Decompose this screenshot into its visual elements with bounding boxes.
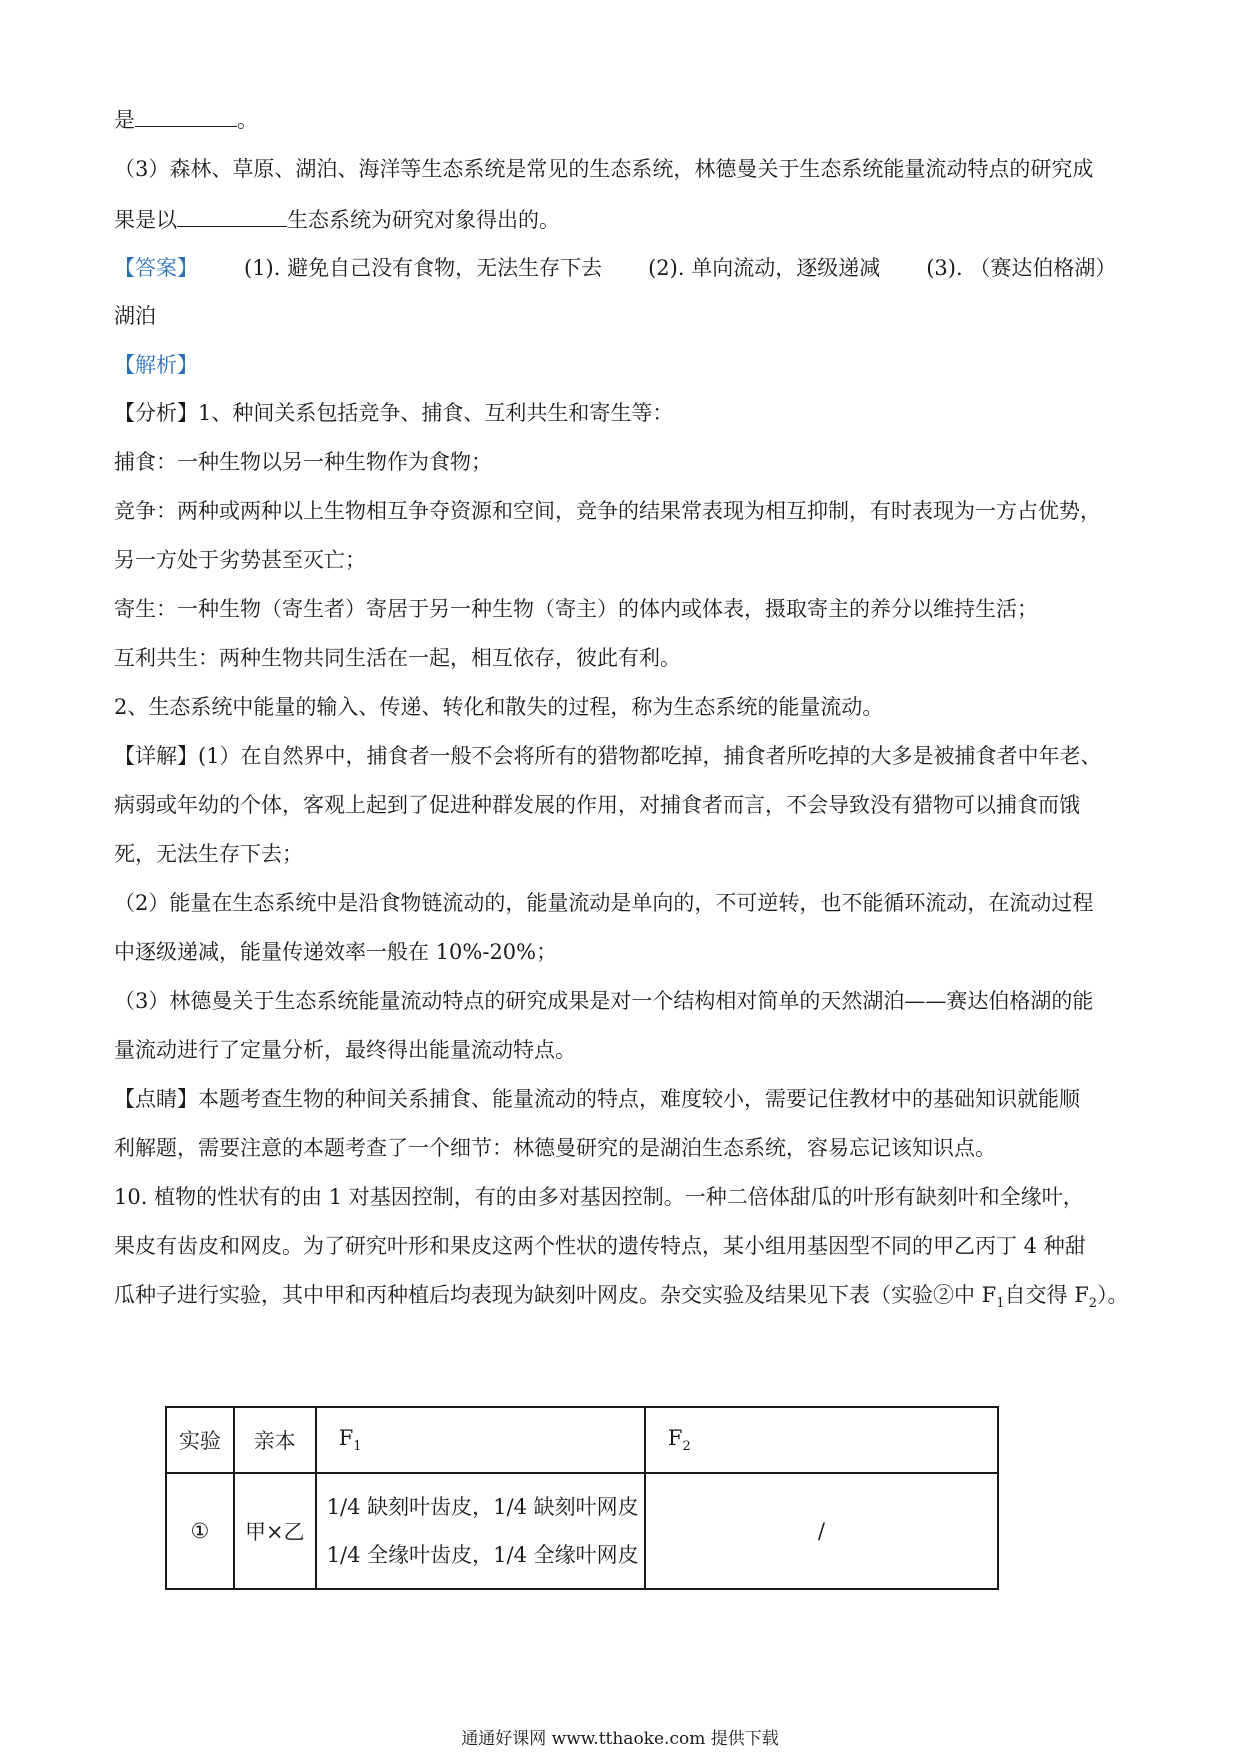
comment-paragraph: 【点睛】本题考查生物的种间关系捕食、能量流动的特点，难度较小，需要记住教材中的基础知识就能顺 bbox=[114, 1087, 1080, 1111]
answer-continuation: 湖泊 bbox=[114, 304, 156, 328]
detail-paragraph: 死，无法生存下去； bbox=[114, 842, 303, 866]
text-fragment: 瓜种子进行实验，其中甲和丙种植后均表现为缺刻叶网皮。杂交实验及结果见下表（实验②中 F bbox=[114, 1283, 997, 1307]
text-fragment: 。 bbox=[237, 108, 258, 132]
answer-label: 【答案】 bbox=[114, 256, 198, 280]
subscript: 1 bbox=[996, 1296, 1005, 1312]
subscript: 2 bbox=[682, 1439, 691, 1455]
detail-paragraph: （3）林德曼关于生态系统能量流动特点的研究成果是对一个结构相对简单的天然湖泊——赛达伯格湖的能 bbox=[114, 989, 1094, 1013]
analysis-paragraph: 2、生态系统中能量的输入、传递、转化和散失的过程，称为生态系统的能量流动。 bbox=[114, 695, 884, 719]
question-10-line: 10. 植物的性状有的由 1 对基因控制，有的由多对基因控制。一种二倍体甜瓜的叶形有缺刻叶和全缘叶， bbox=[114, 1185, 1084, 1209]
detail-paragraph: 病弱或年幼的个体，客观上起到了促进种群发展的作用，对捕食者而言，不会导致没有猎物可以捕食而饿 bbox=[114, 793, 1080, 817]
header-f2 bbox=[645, 1407, 998, 1473]
analysis-paragraph: 竞争：两种或两种以上生物相互争夺资源和空间，竞争的结果常表现为相互抑制，有时表现为一方占优势， bbox=[114, 499, 1101, 523]
answer-item: (2). 单向流动，逐级递减 bbox=[648, 256, 881, 280]
table-header-row bbox=[166, 1407, 998, 1473]
question-line: （3）森林、草原、湖泊、海洋等生态系统是常见的生态系统，林德曼关于生态系统能量流动特点的研究成 bbox=[114, 157, 1094, 181]
experiment-table bbox=[165, 1406, 999, 1590]
header-f1 bbox=[316, 1407, 645, 1473]
answer-blank bbox=[135, 104, 237, 127]
analysis-paragraph: 互利共生：两种生物共同生活在一起，相互依存，彼此有利。 bbox=[114, 646, 681, 670]
question-10-line bbox=[114, 1280, 1129, 1319]
header-f2-text: F bbox=[667, 1425, 683, 1450]
f1-result-line: 1/4 全缘叶齿皮，1/4 全缘叶网皮 bbox=[326, 1543, 639, 1567]
detail-paragraph: 【详解】(1）在自然界中，捕食者一般不会将所有的猎物都吃掉，捕食者所吃掉的大多是被捕食者中年老、 bbox=[114, 744, 1102, 768]
analysis-paragraph: 【分析】1、种间关系包括竞争、捕食、互利共生和寄生等： bbox=[114, 401, 674, 425]
question-line bbox=[114, 104, 258, 135]
comment-paragraph: 利解题，需要注意的本题考查了一个细节：林德曼研究的是湖泊生态系统，容易忘记该知识点。 bbox=[114, 1136, 996, 1160]
cell-parents: 甲×乙 bbox=[234, 1473, 316, 1589]
analysis-paragraph: 捕食：一种生物以另一种生物作为食物； bbox=[114, 450, 492, 474]
analysis-paragraph: 寄生：一种生物（寄生者）寄居于另一种生物（寄主）的体内或体表，摄取寄主的养分以维持生活； bbox=[114, 597, 1038, 621]
text-fragment: 是 bbox=[114, 108, 135, 132]
answer-blank bbox=[177, 204, 287, 227]
detail-paragraph: （2）能量在生态系统中是沿食物链流动的，能量流动是单向的，不可逆转，也不能循环流动，在流动过程 bbox=[114, 891, 1094, 915]
header-parents: 亲本 bbox=[234, 1407, 316, 1473]
text-fragment: 自交得 F bbox=[1004, 1283, 1089, 1307]
detail-paragraph: 中逐级递减，能量传递效率一般在 10%-20%； bbox=[114, 940, 558, 964]
text-fragment: 生态系统为研究对象得出的。 bbox=[287, 208, 560, 232]
cell-experiment: ① bbox=[166, 1473, 234, 1589]
subscript: 2 bbox=[1088, 1296, 1098, 1312]
cell-f2: / bbox=[645, 1473, 998, 1589]
analysis-paragraph: 另一方处于劣势甚至灭亡； bbox=[114, 548, 366, 572]
analysis-label: 【解析】 bbox=[114, 353, 198, 377]
text-fragment: ）。 bbox=[1097, 1283, 1129, 1307]
table-row bbox=[166, 1473, 998, 1589]
answer-item: (1). 避免自己没有食物，无法生存下去 bbox=[244, 256, 603, 280]
subscript: 1 bbox=[353, 1439, 362, 1455]
answer-line bbox=[114, 253, 1116, 283]
text-fragment: 果是以 bbox=[114, 208, 177, 232]
detail-paragraph: 量流动进行了定量分析，最终得出能量流动特点。 bbox=[114, 1038, 576, 1062]
cell-f1 bbox=[316, 1473, 645, 1589]
question-line bbox=[114, 204, 560, 235]
header-f1-text: F bbox=[338, 1425, 354, 1450]
header-experiment: 实验 bbox=[166, 1407, 234, 1473]
question-10-line: 果皮有齿皮和网皮。为了研究叶形和果皮这两个性状的遗传特点，某小组用基因型不同的甲乙丙丁 4 种甜 bbox=[114, 1234, 1086, 1258]
page-footer: 通通好课网 www.tthaoke.com 提供下载 bbox=[461, 1729, 779, 1749]
answer-item: (3). （赛达伯格湖） bbox=[926, 256, 1117, 280]
f1-result-line: 1/4 缺刻叶齿皮，1/4 缺刻叶网皮 bbox=[326, 1495, 639, 1519]
